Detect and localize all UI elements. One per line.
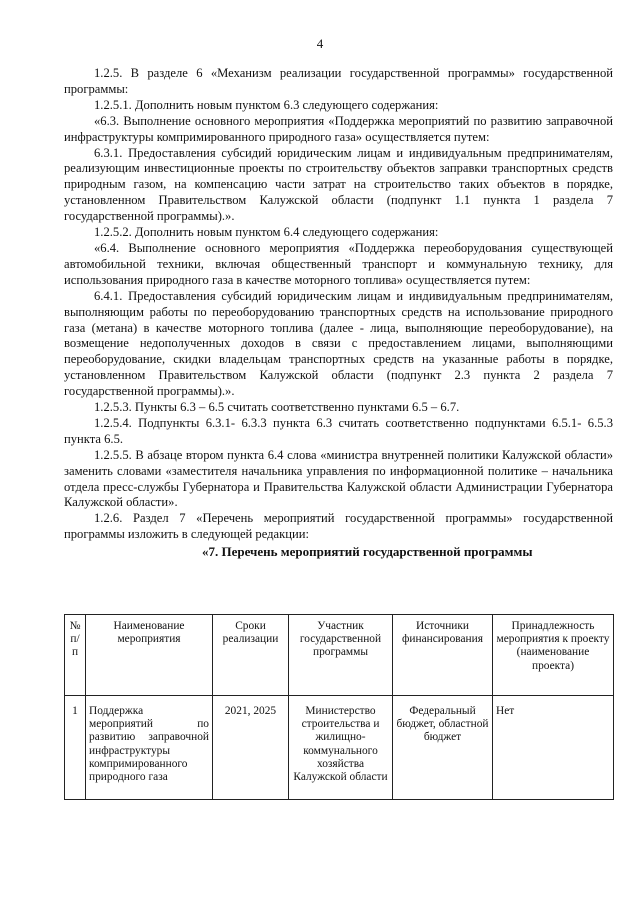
paragraph-1-2-6: 1.2.6. Раздел 7 «Перечень мероприятий государственной программы» государственной программы изложить в следующей редакции: (64, 511, 613, 542)
section-heading: «7. Перечень мероприятий государственной программы (202, 544, 533, 560)
cell-timeline: 2021, 2025 (213, 696, 289, 800)
table-header-row (65, 615, 614, 696)
cell-measure-name: Поддержка мероприятий по развитию заправочной инфраструктуры компримированного природного газа (86, 696, 213, 800)
cell-funding-sources: Федеральный бюджет, областной бюджет (393, 696, 493, 800)
cell-participant: Министерство строительства и жилищно-коммунального хозяйства Калужской области (289, 696, 393, 800)
paragraph-6-4-1: 6.4.1. Предоставления субсидий юридическим лицам и индивидуальным предпринимателям, выполняющим работы по переоборудованию транспортных средств на использование природного газа (метана) в качестве моторного топлива (далее - лица, выполняющие переоборудование), на возмещение недополученных доходов в связи с предоставлением лицами, выполняющими переоборудование, скидки владельцам транспортных средств на указанные работы в порядке, установленном Правительством Калужской области (подпункт 2.3 пункта 2 раздела 7 государственной программы).». (64, 288, 613, 399)
header-timeline: Сроки реализации (213, 615, 289, 696)
table-row (65, 696, 614, 800)
header-project-affiliation: Принадлежность мероприятия к проекту (наименование проекта) (493, 615, 614, 696)
paragraph-1-2-5: 1.2.5. В разделе 6 «Механизм реализации государственной программы» государственной программы: (64, 66, 613, 96)
document-body (64, 66, 613, 560)
paragraph-1-2-5-1: 1.2.5.1. Дополнить новым пунктом 6.3 следующего содержания: (94, 97, 439, 112)
page-number: 4 (316, 36, 324, 51)
paragraph-1-2-5-3: 1.2.5.3. Пункты 6.3 – 6.5 считать соответственно пунктами 6.5 – 6.7. (94, 400, 460, 415)
header-funding-sources: Источники финансирования (393, 615, 493, 696)
cell-project-affiliation: Нет (493, 696, 614, 800)
paragraph-6-4: «6.4. Выполнение основного мероприятия «Поддержка переоборудования существующей автомобильной техники, включая общественный транспорт и коммунальную технику, для использования природного газа в качестве моторного топлива» осуществляется путем: (64, 240, 613, 287)
cell-number: 1 (65, 696, 86, 800)
paragraph-6-3: «6.3. Выполнение основного мероприятия «Поддержка мероприятий по развитию заправочной инфраструктуры компримированного природного газа» осуществляется путем: (64, 113, 613, 144)
measures-table (64, 614, 614, 800)
paragraph-6-3-1: 6.3.1. Предоставления субсидий юридическим лицам и индивидуальным предпринимателям, реализующим инвестиционные проекты по строительству объектов заправки транспортных средств природным газом, на компенсацию части затрат на строительство таких объектов в порядке, установленном Правительством Калужской области (подпункт 1.1 пункта 1 раздела 7 государственной программы).». (64, 145, 613, 224)
paragraph-1-2-5-2: 1.2.5.2. Дополнить новым пунктом 6.4 следующего содержания: (94, 225, 439, 240)
header-number: № п/п (65, 615, 86, 696)
paragraph-1-2-5-4: 1.2.5.4. Подпункты 6.3.1- 6.3.3 пункта 6.3 считать соответственно подпунктами 6.5.1- 6.5.3 пункта 6.5. (64, 415, 613, 446)
paragraph-1-2-5-5: 1.2.5.5. В абзаце втором пункта 6.4 слова «министра внутренней политики Калужской области» заменить словами «заместителя начальника управления по информационной политике – начальника отдела пресс-службы Губернатора и Правительства Калужской области Администрации Губернатора Калужской области». (64, 447, 613, 510)
header-measure-name: Наименование мероприятия (86, 615, 213, 696)
header-participant: Участник государственной программы (289, 615, 393, 696)
